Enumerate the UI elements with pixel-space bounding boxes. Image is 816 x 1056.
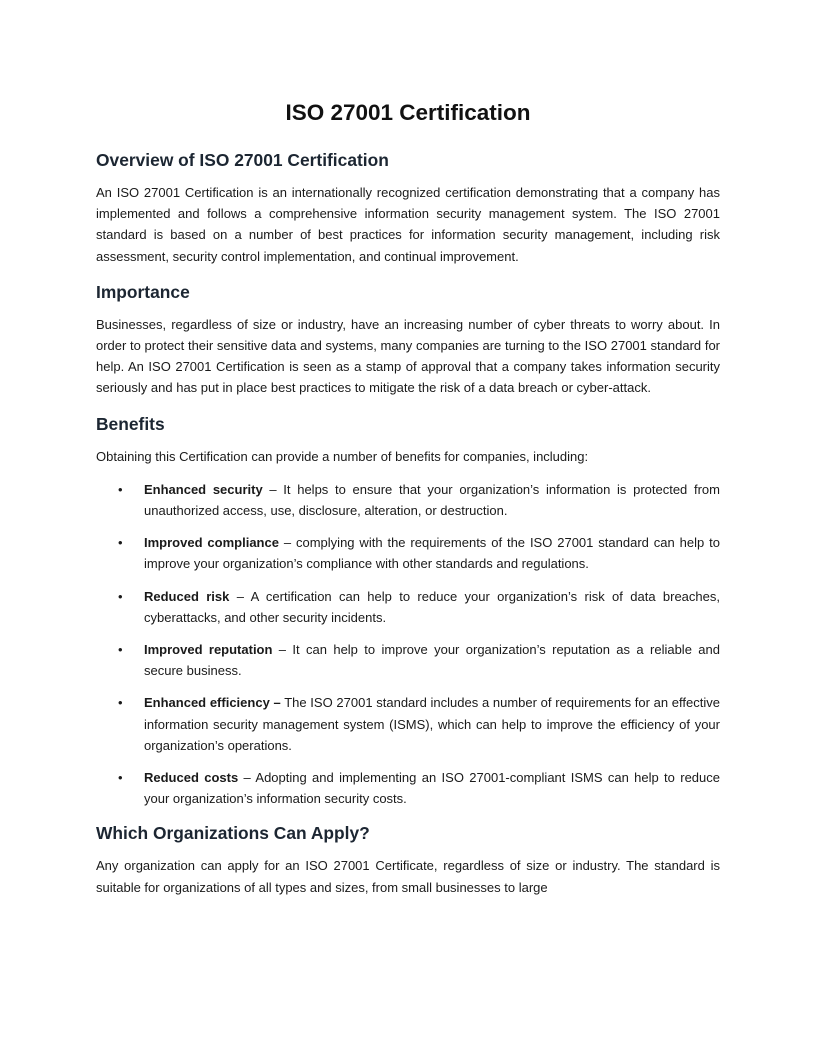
benefit-term: Enhanced efficiency – (144, 695, 281, 711)
benefit-text: – A certification can help to reduce your organization’s risk of data breaches, cyberattacks, and other security incidents. (144, 588, 720, 625)
benefit-term: Reduced costs (144, 770, 239, 786)
list-item (96, 692, 720, 756)
benefit-text: – Adopting and implementing an ISO 27001-compliant ISMS can help to reduce your organization’s information security costs. (144, 770, 720, 807)
list-item (96, 532, 720, 574)
benefits-list (96, 479, 720, 810)
bullet-icon: • (118, 695, 123, 711)
benefit-text: The ISO 27001 standard includes a number of requirements for an effective information security management system (ISMS), which can help to improve the efficiency of your organization’s operations. (144, 695, 720, 753)
bullet-icon: • (118, 588, 123, 604)
benefit-text: – complying with the requirements of the ISO 27001 standard can help to improve your organization’s compliance with other standards and regulations. (144, 535, 720, 572)
benefit-text: – It helps to ensure that your organization’s information is protected from unauthorized access, use, disclosure, alteration, or destruction. (144, 481, 720, 519)
overview-heading: Overview of ISO 27001 Certification (96, 150, 389, 170)
benefit-term: Reduced risk (144, 588, 230, 604)
benefits-intro: Obtaining this Certification can provide a number of benefits for companies, including: (96, 448, 589, 464)
apply-paragraph: Any organization can apply for an ISO 27001 Certificate, regardless of size or industry. The standard is suitable for organizations of all types and sizes, from small businesses to large (96, 858, 720, 895)
importance-section (96, 279, 720, 399)
importance-heading: Importance (96, 281, 190, 302)
bullet-icon: • (118, 642, 123, 658)
bullet-icon: • (118, 481, 123, 497)
list-item (96, 767, 720, 809)
bullet-icon: • (118, 535, 123, 551)
overview-section (96, 147, 720, 267)
apply-section (96, 820, 720, 897)
list-item (96, 639, 720, 681)
importance-paragraph: Businesses, regardless of size or industry, have an increasing number of cyber threats to worry about. In order to protect their sensitive data and systems, many companies are turning to the ISO 27001 standard for help. An ISO 27001 Certification is seen as a stamp of approval that a company takes information security seriously and has put in place best practices to mitigate the risk of a data breach or cyber-attack. (96, 316, 720, 396)
benefit-text: – It can help to improve your organization’s reputation as a reliable and secure business. (144, 642, 720, 679)
benefit-term: Improved compliance (144, 535, 279, 551)
benefit-term: Improved reputation (144, 642, 273, 658)
benefits-heading: Benefits (96, 413, 165, 434)
list-item (96, 479, 720, 521)
bullet-icon: • (118, 770, 123, 786)
page-title: ISO 27001 Certification (285, 100, 531, 125)
apply-heading: Which Organizations Can Apply? (96, 823, 370, 844)
overview-paragraph: An ISO 27001 Certification is an internationally recognized certification demonstrating that a company has implemented and follows a comprehensive information security management system. The ISO 27001 standard is based on a number of best practices for information security management, including risk assessment, security control implementation, and continual improvement. (96, 185, 720, 264)
benefits-section (96, 411, 720, 810)
list-item (96, 586, 720, 628)
benefit-term: Enhanced security (144, 481, 263, 497)
